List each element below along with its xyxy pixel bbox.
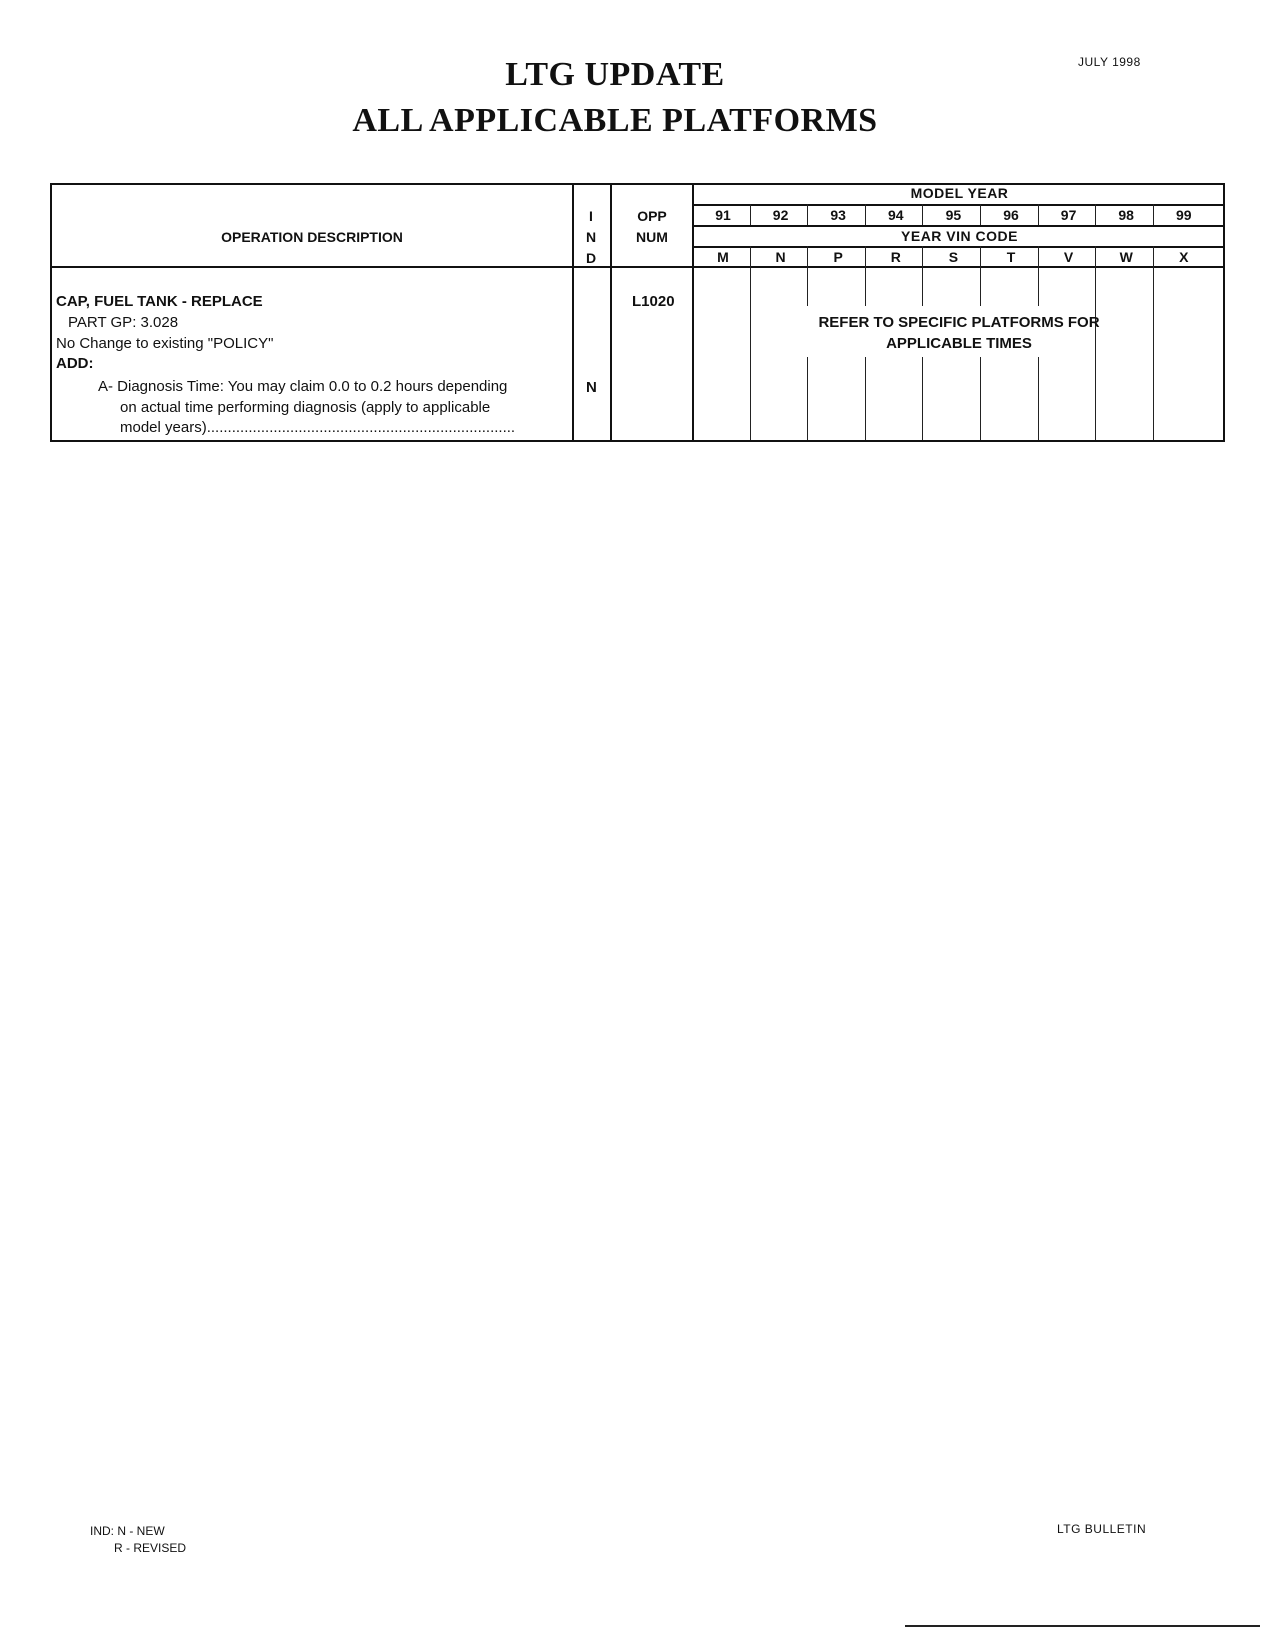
col-opp-label: OPP <box>637 208 667 224</box>
col-ind-letter-1: I <box>589 208 593 224</box>
model-year-3: 94 <box>888 207 904 223</box>
vin-code-0: M <box>717 249 729 265</box>
body-divider-top <box>922 266 923 306</box>
page-title: LTG UPDATE <box>505 56 725 93</box>
scan-edge-line <box>905 1625 1260 1627</box>
bulletin-footer: LTG BULLETIN <box>1057 1522 1147 1536</box>
body-divider-top <box>1038 266 1039 306</box>
body-divider-bottom <box>1038 357 1039 440</box>
col-ind-letter-3: D <box>585 250 597 266</box>
body-divider-top <box>865 266 866 306</box>
model-year-2: 93 <box>830 207 846 223</box>
legend-new: IND: N - NEW <box>90 1524 165 1538</box>
model-year-8: 99 <box>1176 207 1192 223</box>
ind-value: N <box>586 379 597 396</box>
page-subtitle: ALL APPLICABLE PLATFORMS <box>352 102 878 139</box>
vin-code-5: T <box>1006 249 1016 265</box>
add-label: ADD: <box>56 355 94 372</box>
vin-code-6: V <box>1063 249 1074 265</box>
diagnosis-line-2: on actual time performing diagnosis (apply to applicable <box>120 399 491 416</box>
model-year-5: 96 <box>1003 207 1019 223</box>
vin-code-7: W <box>1119 249 1133 265</box>
model-year-4: 95 <box>945 207 962 223</box>
model-year-6: 97 <box>1060 207 1077 223</box>
operation-table <box>50 183 1225 442</box>
body-divider <box>1095 266 1096 440</box>
diagnosis-line-1: A- Diagnosis Time: You may claim 0.0 to 0.2 hours depending <box>98 378 508 395</box>
part-group: PART GP: 3.028 <box>68 314 179 331</box>
body-divider <box>750 266 751 440</box>
col-operation-description: OPERATION DESCRIPTION <box>221 229 403 245</box>
diagnosis-line-3: model years).......................................................................... <box>120 419 516 436</box>
vin-code-1: N <box>775 249 786 265</box>
document-date: JULY 1998 <box>1078 55 1141 69</box>
refer-note-line-1: REFER TO SPECIFIC PLATFORMS FOR <box>818 314 1100 331</box>
body-divider-bottom <box>922 357 923 440</box>
body-divider-top <box>980 266 981 306</box>
col-model-year: MODEL YEAR <box>910 185 1009 201</box>
vin-code-2: P <box>833 249 843 265</box>
body-divider-top <box>807 266 808 306</box>
vin-code-8: X <box>1179 249 1189 265</box>
body-divider-bottom <box>980 357 981 440</box>
opp-num-value: L1020 <box>632 293 675 310</box>
col-num-label: NUM <box>636 229 668 245</box>
model-year-1: 92 <box>772 207 789 223</box>
body-divider <box>1153 266 1154 440</box>
model-year-7: 98 <box>1118 207 1134 223</box>
col-ind <box>572 206 610 269</box>
col-ind-letter-2: N <box>585 229 597 245</box>
col-opp-num <box>612 206 692 248</box>
model-year-0: 91 <box>715 207 731 223</box>
vin-code-4: S <box>948 249 959 265</box>
operation-title: CAP, FUEL TANK - REPLACE <box>56 293 263 310</box>
col-year-vin-code: YEAR VIN CODE <box>901 228 1018 244</box>
policy-note: No Change to existing "POLICY" <box>56 335 274 352</box>
refer-note-line-2: APPLICABLE TIMES <box>886 335 1032 352</box>
vin-code-3: R <box>890 249 901 265</box>
body-divider-bottom <box>865 357 866 440</box>
legend-revised: R - REVISED <box>114 1541 187 1555</box>
body-divider-bottom <box>807 357 808 440</box>
